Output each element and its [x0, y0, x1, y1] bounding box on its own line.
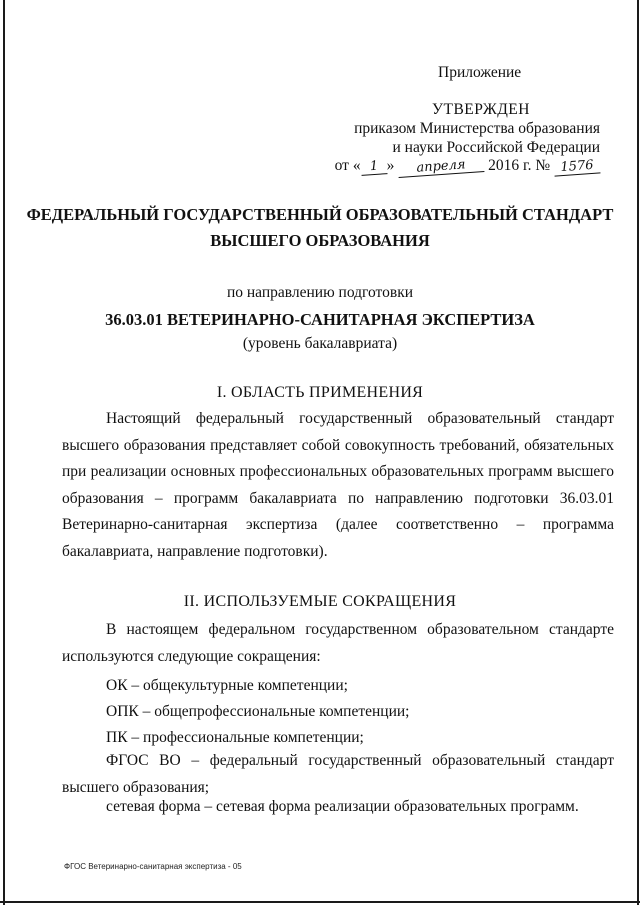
section-2-intro: В настоящем федеральном государственном образовательном стандарте используются следующие сокращения: — [62, 621, 614, 665]
page-footer: ФГОС Ветеринарно-санитарная экспертиза - 05 — [64, 862, 242, 871]
abbrev-fgos: ФГОС ВО – федеральный государственный образовательный стандарт высшего образования; — [62, 752, 614, 796]
order-day-handwritten: 1 — [360, 158, 387, 176]
approved-title: УТВЕРЖДЕН — [432, 101, 530, 118]
education-level: (уровень бакалавриата) — [242, 335, 398, 352]
section-1-heading: I. ОБЛАСТЬ ПРИМЕНЕНИЯ — [216, 384, 424, 401]
standard-title-line-1: ФЕДЕРАЛЬНЫЙ ГОСУДАРСТВЕННЫЙ ОБРАЗОВАТЕЛЬНЫЙ СТАНДАРТ — [26, 205, 614, 224]
order-prefix: от « — [334, 157, 361, 174]
order-year: 2016 г. № — [488, 157, 551, 174]
standard-title — [0, 202, 640, 254]
order-line-federation: и науки Российской Федерации — [392, 139, 600, 156]
order-date-line — [335, 157, 600, 175]
order-month-handwritten: апреля — [398, 156, 485, 178]
order-number-handwritten: 1576 — [553, 157, 600, 176]
abbrev-pk: ПК – профессиональные компетенции; — [106, 729, 364, 746]
direction-name: 36.03.01 ВЕТЕРИНАРНО-САНИТАРНАЯ ЭКСПЕРТИЗА — [105, 310, 535, 329]
scan-edge-right — [637, 0, 639, 905]
section-1-paragraph: Настоящий федеральный государственный образовательный стандарт высшего образования представляет собой совокупность требований, обязательных при реализации основных профессиональных образовательных программ высшего образования – программ бакалавриата по направлению подготовки 36.03.01 Ветеринарно-санитарная экспертиза (далее соответственно – программа бакалавриата, направление подготовки). — [62, 410, 614, 560]
order-line-ministry: приказом Министерства образования — [354, 120, 600, 137]
abbrev-network: сетевая форма – сетевая форма реализации образовательных программ. — [106, 798, 579, 815]
abbrev-ok: ОК – общекультурные компетенции; — [106, 677, 348, 694]
section-2-heading: II. ИСПОЛЬЗУЕМЫЕ СОКРАЩЕНИЯ — [183, 593, 457, 610]
standard-title-line-2: ВЫСШЕГО ОБРАЗОВАНИЯ — [210, 231, 430, 250]
abbrev-opk: ОПК – общепрофессиональные компетенции; — [106, 703, 410, 720]
scan-edge-bottom — [0, 901, 640, 903]
appendix-label: Приложение — [438, 64, 522, 81]
scan-edge-left — [3, 0, 5, 905]
order-mid: » — [386, 157, 395, 174]
direction-label: по направлению подготовки — [226, 284, 414, 301]
